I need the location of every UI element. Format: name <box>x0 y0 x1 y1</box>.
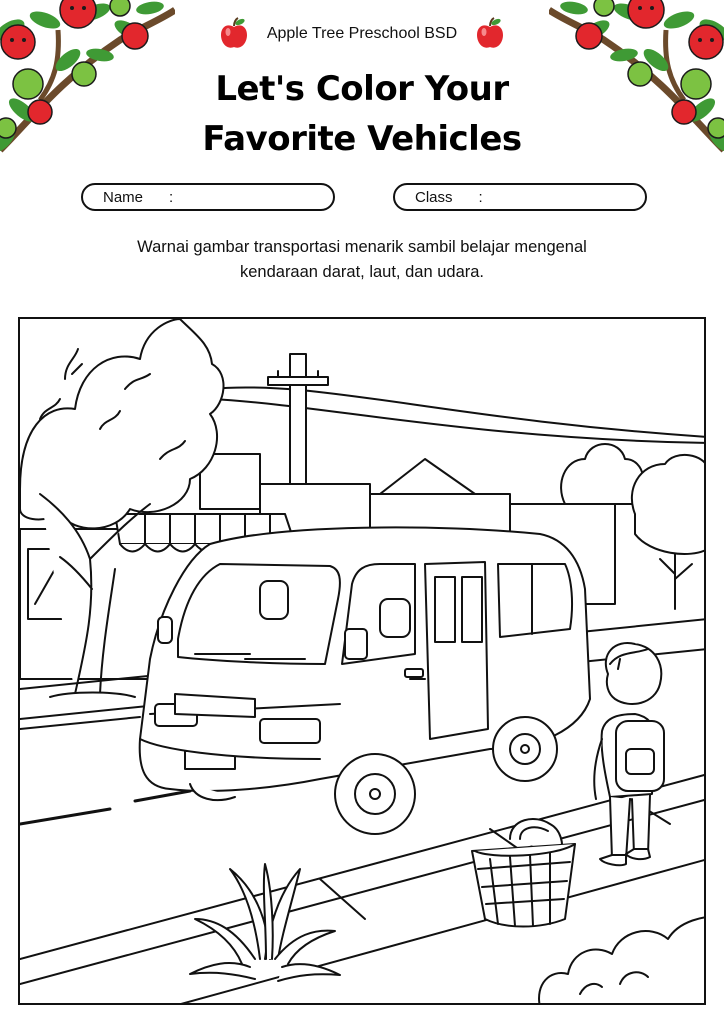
minivan <box>140 527 590 834</box>
woven-basket <box>472 819 575 927</box>
instructions-line-2: kendaraan darat, laut, dan udara. <box>239 263 484 281</box>
instructions-text <box>60 235 664 285</box>
apple-icon <box>475 17 505 51</box>
power-line <box>210 399 706 443</box>
name-label: Name <box>103 188 144 206</box>
instructions-line-1: Warnai gambar transportasi menarik sambil belajar mengenal <box>137 238 587 256</box>
power-line <box>210 387 706 437</box>
page-title <box>0 64 724 164</box>
child-figure <box>594 643 664 865</box>
name-field[interactable] <box>81 183 335 211</box>
page-title-line-1: Let's Color Your <box>215 69 509 109</box>
bush <box>539 917 706 1005</box>
apple-icon <box>219 17 249 51</box>
page-title-line-2: Favorite Vehicles <box>202 119 522 159</box>
plant <box>190 864 340 981</box>
name-separator: : <box>169 188 174 206</box>
school-header <box>0 14 724 54</box>
class-label: Class <box>415 188 453 206</box>
class-field[interactable] <box>393 183 647 211</box>
school-name: Apple Tree Preschool BSD <box>266 25 458 42</box>
coloring-illustration <box>20 319 706 1005</box>
class-separator: : <box>478 188 483 206</box>
coloring-picture-frame <box>18 317 706 1005</box>
